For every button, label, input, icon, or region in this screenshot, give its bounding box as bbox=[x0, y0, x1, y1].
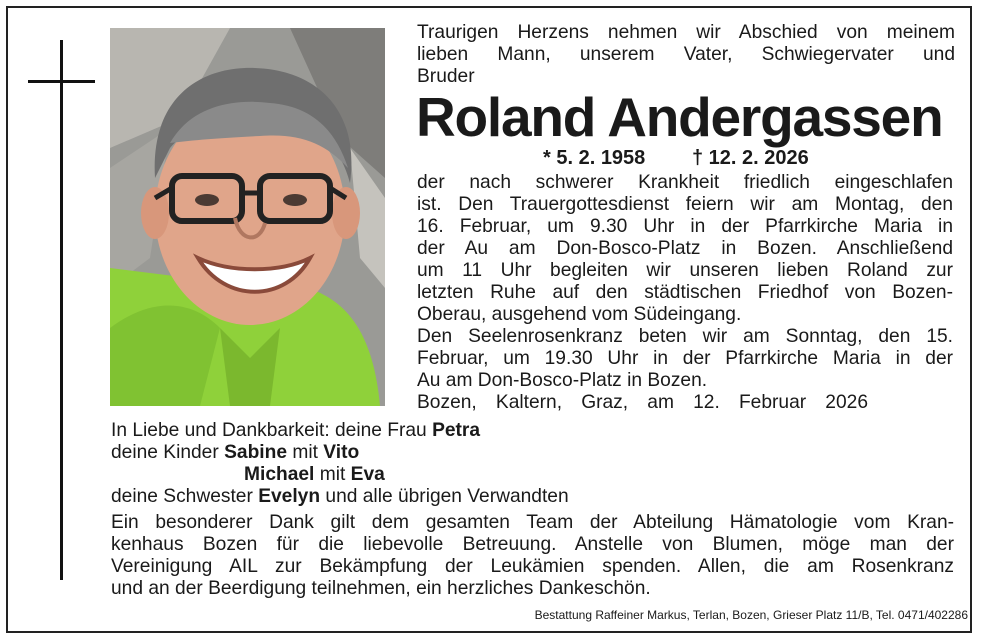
family-sister-line bbox=[111, 486, 569, 508]
body-line: 16. Februar, um 9.30 Uhr in der Pfarrkirche Maria in bbox=[417, 216, 953, 237]
wife-prefix: In Liebe und Dankbarkeit: deine Frau bbox=[111, 420, 427, 441]
undertaker-line: Bestattung Raffeiner Markus, Terlan, Bozen, Grieser Platz 11/B, Tel. 0471/402286 bbox=[534, 608, 968, 622]
intro-line: Traurigen Herzens nehmen wir Abschied von meinem bbox=[417, 22, 955, 43]
intro-line: Bruder bbox=[417, 66, 475, 87]
sister-name: Evelyn bbox=[258, 486, 321, 507]
portrait-photo bbox=[110, 28, 385, 406]
sister-prefix: deine Schwester bbox=[111, 486, 253, 507]
body-line: Februar, um 19.30 Uhr in der Pfarrkirche Maria in der bbox=[417, 348, 953, 369]
cross-vertical-bar bbox=[60, 40, 63, 580]
intro-line: lieben Mann, unserem Vater, Schwiegervater und bbox=[417, 44, 955, 65]
thanks-line: und an der Beerdigung teilnehmen, ein herzliches Dankeschön. bbox=[111, 578, 651, 599]
portrait-illustration bbox=[110, 28, 385, 406]
children-prefix: deine Kinder bbox=[111, 442, 219, 463]
body-line: ist. Den Trauergottesdienst feiern wir am Montag, den bbox=[417, 194, 953, 215]
family-children-line bbox=[111, 442, 359, 464]
family-children-line-2 bbox=[244, 464, 385, 486]
death-date: † 12. 2. 2026 bbox=[692, 147, 809, 169]
body-line: der nach schwerer Krankheit friedlich eingeschlafen bbox=[417, 172, 953, 193]
body-line: Den Seelenrosenkranz beten wir am Sonntag, den 15. bbox=[417, 326, 953, 347]
thanks-line: Ein besonderer Dank gilt dem gesamten Team der Abteilung Hämatologie vom Kran- bbox=[111, 512, 954, 533]
body-line: Au am Don-Bosco-Platz in Bozen. bbox=[417, 370, 708, 391]
cross-horizontal-bar bbox=[28, 80, 95, 83]
partner-name: Eva bbox=[350, 464, 385, 485]
wife-name: Petra bbox=[432, 420, 481, 441]
place-date: Bozen, Kaltern, Graz, am 12. Februar 2026 bbox=[417, 392, 868, 413]
body-line: letzten Ruhe auf den städtischen Friedhof von Bozen- bbox=[417, 282, 953, 303]
child-name: Michael bbox=[244, 464, 315, 485]
partner-name: Vito bbox=[323, 442, 360, 463]
thanks-line: Vereinigung AIL zur Bekämpfung der Leukämien spenden. Allen, die am Rosenkranz bbox=[111, 556, 954, 577]
body-line: der Au am Don-Bosco-Platz in Bozen. Anschließend bbox=[417, 238, 953, 259]
with-word: mit bbox=[292, 442, 318, 463]
relatives-text: und alle übrigen Verwandten bbox=[325, 486, 569, 507]
with-word: mit bbox=[319, 464, 346, 485]
child-name: Sabine bbox=[224, 442, 288, 463]
birth-date: * 5. 2. 1958 bbox=[543, 147, 646, 169]
body-line: um 11 Uhr begleiten wir unseren lieben Roland zur bbox=[417, 260, 953, 281]
family-wife-line bbox=[111, 420, 480, 442]
deceased-name: Roland Andergassen bbox=[416, 86, 943, 148]
thanks-line: kenhaus Bozen für die liebevolle Betreuung. Anstelle von Blumen, möge man der bbox=[111, 534, 954, 555]
body-line: Oberau, ausgehend vom Südeingang. bbox=[417, 304, 742, 325]
